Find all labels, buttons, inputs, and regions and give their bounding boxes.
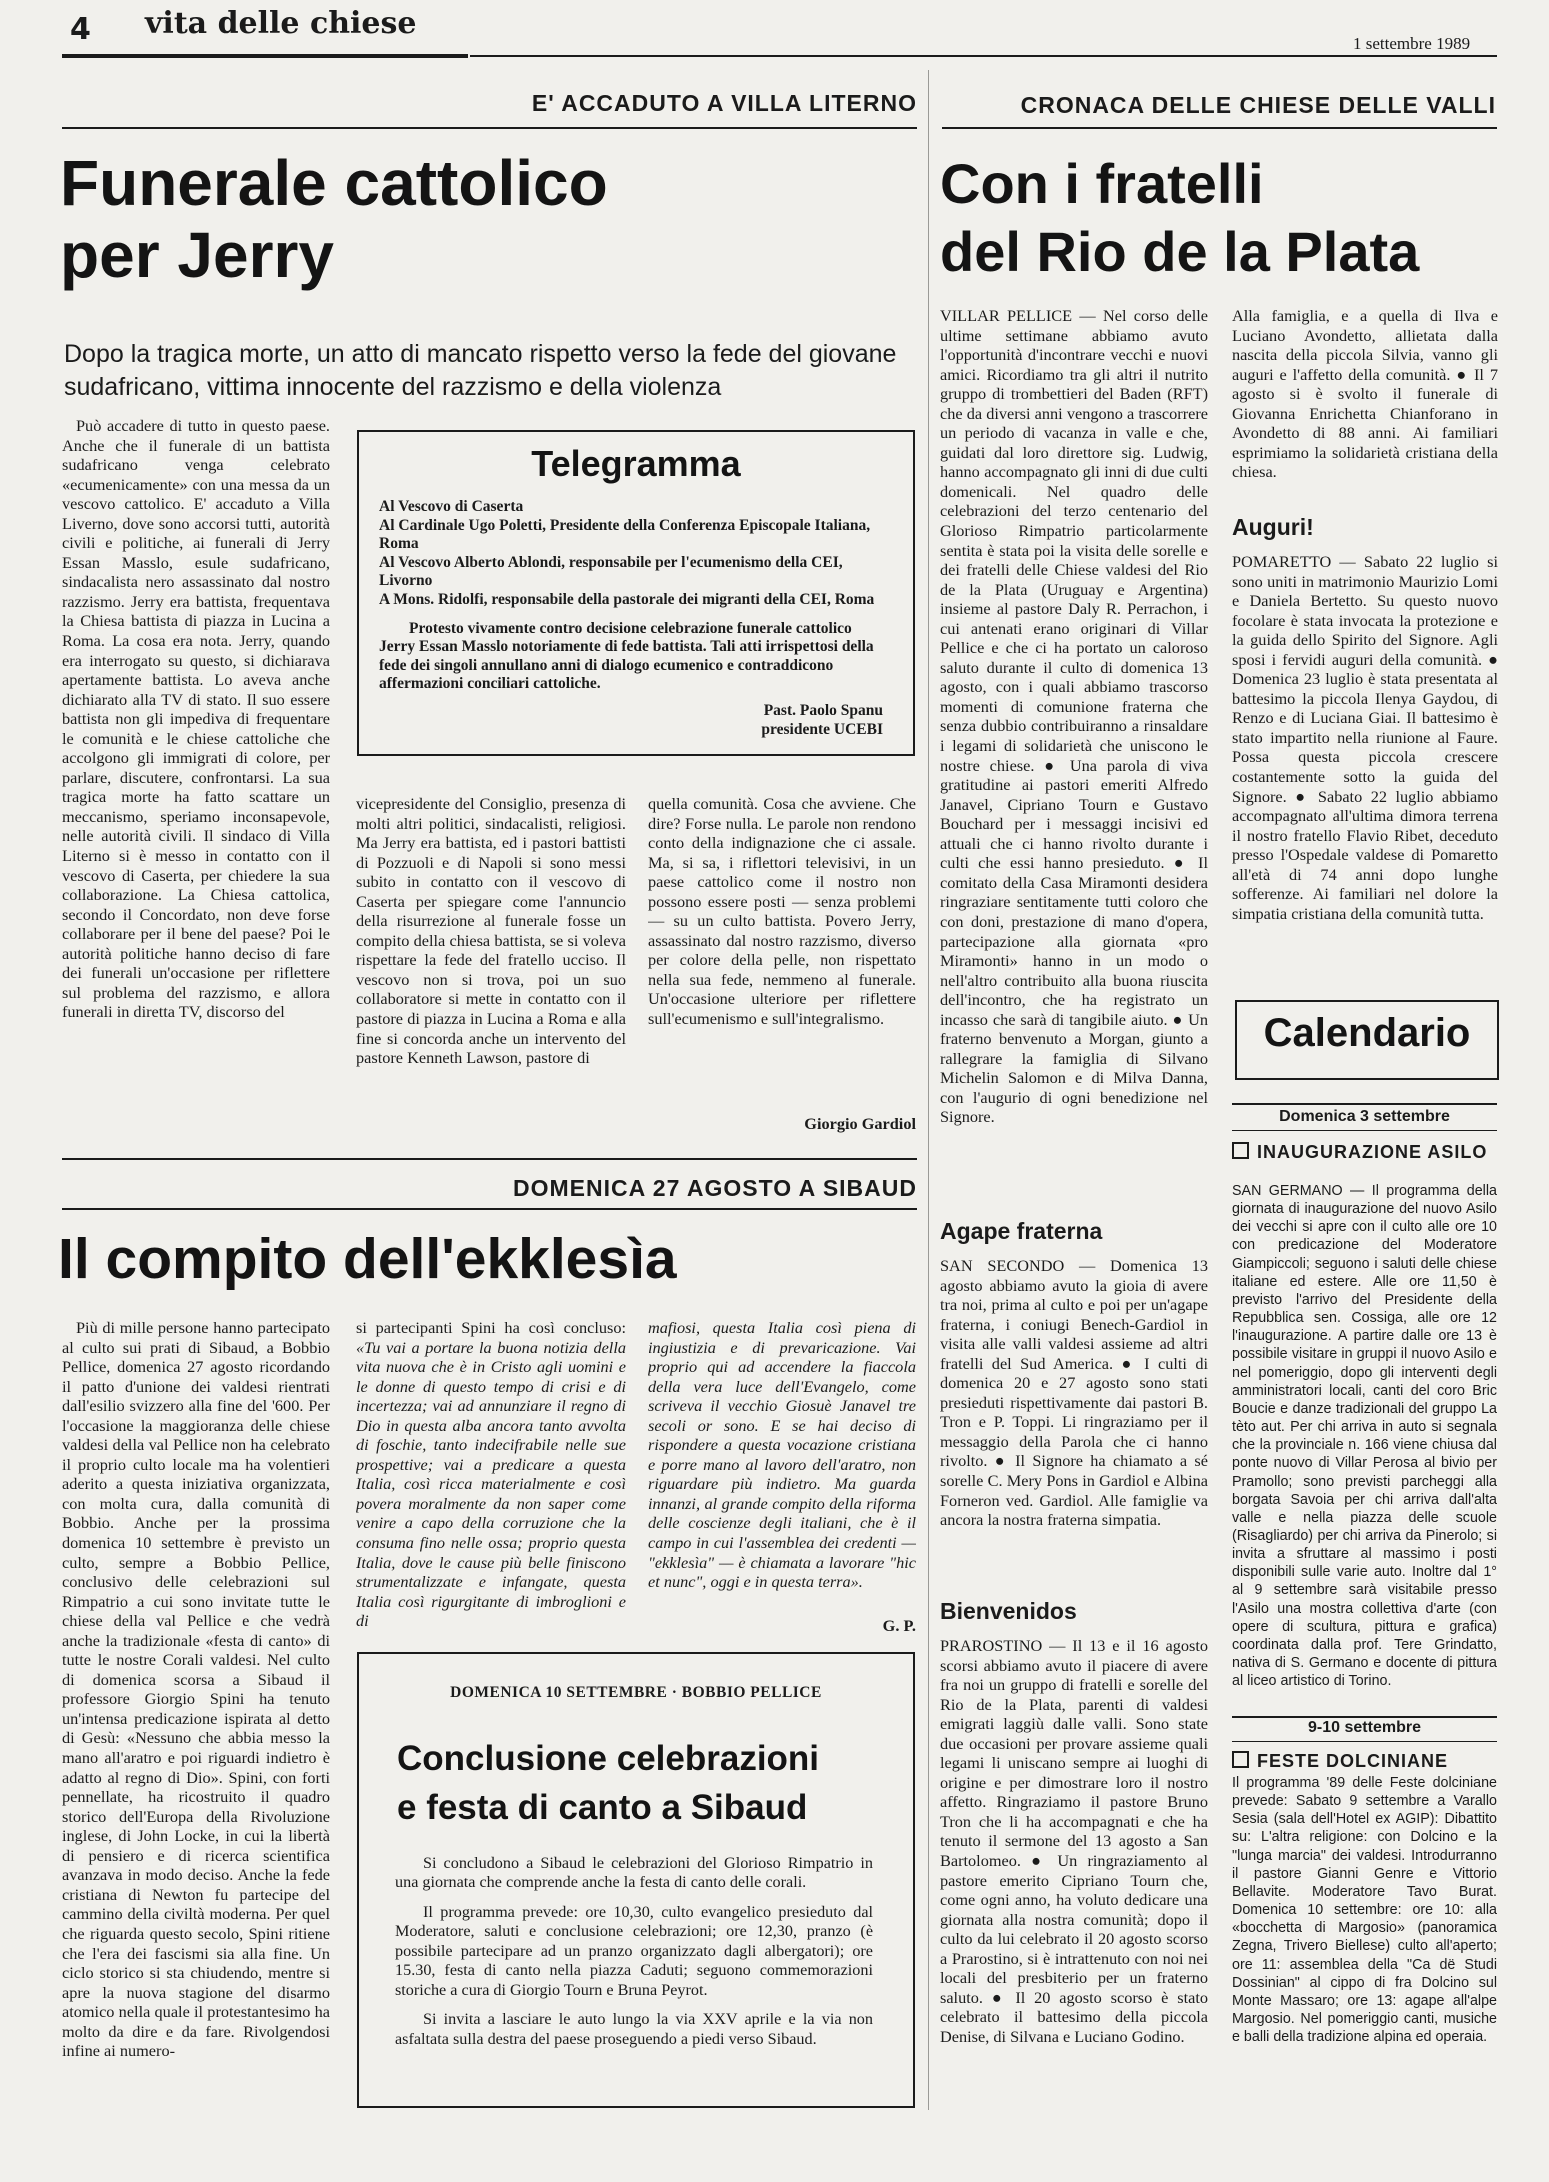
ekklesia-quote-cont: mafiosi, questa Italia così piena di ingiustizia e di prevaricazione. Vai proprio qui ad accendere la fiaccola della vera luce dell'Evangelo, come scriveva il vecchio Giosuè Janavel tre secoli or sono. E se hai deciso di rispondere a questa vocazione cristiana e porre mano al lavoro dell'aratro, non riguardare più indietro. Ma guarda innanzi, al grande compito della riforma delle coscienze degli italiani, che è il campo in cui l'assemblea dei credenti — "ekklesìa" — è chiamata a lavorare "hic et nunc", oggi e in questa terra».: [648, 1318, 916, 1592]
ekklesia-kicker: DOMENICA 27 AGOSTO A SIBAUD: [513, 1175, 917, 1201]
header-rule-right: [470, 55, 1497, 57]
telegramma-recipient: Al Cardinale Ugo Poletti, Presidente della Conferenza Episcopale Italiana, Roma: [379, 516, 871, 553]
cronaca-col2: [1232, 306, 1498, 492]
header-rule-left: [62, 54, 468, 58]
conclusione-headline-line2: e festa di canto a Sibaud: [397, 1788, 808, 1827]
ekklesia-col2: [356, 1318, 626, 1636]
telegramma-recipient: Al Vescovo di Caserta: [379, 498, 524, 515]
auguri-heading: Auguri!: [1232, 514, 1314, 540]
event2-title: [1232, 1751, 1497, 1772]
funerale-author: Giorgio Gardiol: [804, 1114, 916, 1133]
funerale-headline: [60, 148, 608, 291]
conclusione-box: [357, 1652, 915, 2108]
event2-paragraph: Il programma '89 delle Feste dolciniane prevede: Sabato 9 settembre a Varallo Sesia (sala dell'Hotel ex AGIP): Dibattito su: L'altra religione: con Dolcino e la "lunga marcia" dei valdesi. Introdurranno il pastore Gianni Genre e Vittorio Bellavite. Moderatore Tavo Burat. Domenica 10 settembre: ore 10: alla «bocchetta di Margosio» (panoramica Zegna, Trivero Biellese) culto all'aperto; ore 11: assemblea della "Ca dë Studi Dossinian" al cippo di fra Dolcino sul Monte Massaro; ore 13: agape all'alpe Margosio. Nel pomeriggio canti, musiche e balli della tradizione alpina ed operaia.: [1232, 1775, 1497, 2046]
auguri-text: [1232, 552, 1498, 982]
masthead: vita delle chiese: [145, 6, 417, 41]
column-separator: [928, 70, 929, 2110]
funerale-headline-line1: Funerale cattolico: [60, 147, 608, 219]
ekklesia-headline: Il compito dell'ekklesìa: [58, 1227, 677, 1291]
ekklesia-col2-intro: si partecipanti Spini ha così concluso:: [356, 1318, 626, 1337]
checkbox-icon: [1232, 1751, 1249, 1768]
event1-title: [1232, 1142, 1497, 1164]
checkbox-icon: [1232, 1142, 1249, 1159]
event2-text: [1232, 1774, 1497, 2112]
ekklesia-col1: [62, 1318, 330, 2112]
calendario-title: Calendario: [1263, 1011, 1471, 1055]
conclusione-paragraph: Si invita a lasciare le auto lungo la via XXV aprile e la via non asfaltata sulla destra del paese proseguendo a piedi verso Sibaud.: [395, 2010, 873, 2048]
cronaca-col2-text: Alla famiglia, e a quella di Ilva e Luciano Avondetto, allietata dalla nascita della piccola Silvia, vanno gli auguri e l'affetto della comunità. ● Il 7 agosto si è svolto il funerale di Giovanna Enrichetta Chianforano in Avondetto di 88 anni. Ai familiari esprimiamo la solidarietà cristiana della chiesa.: [1232, 306, 1498, 482]
funerale-col1-text: Può accadere di tutto in questo paese. Anche che il funerale di un battista sudafricano venga celebrato «ecumenicamente» con una messa da un vescovo cattolico. E' accaduto a Villa Liverno, dove sono accorsi tutti, autorità civili e politiche, ai funerali di Jerry Essan Masslo, esule sudafricano, sindacalista nero assassinato dal nostro razzismo. Jerry era battista, frequentava la Chiesa battista di piazza in Lucina a Roma. La cosa era nota. Jerry, quando era interrogato su questo, si dichiarava apertamente battista. Lo aveva anche dichiarato alla TV di stato. Il suo essere battista non gli impediva di frequentare le comunità e le chiese cattoliche che accolgono gli immigrati di colore, per parlare, discutere, confrontarsi. La sua tragica morte ha fatto scattare un meccanismo, speriamo inconsapevole, nelle autorità civili. Il sindaco di Villa Literno si è messo in contatto con il vescovo di Caserta, per chiedere la sua collaborazione. La Chiesa cattolica, secondo il Concordato, non deve forse collaborare per il bene del paese? Poi le autorità politiche hanno deciso di fare dei funerali un'occasione per riflettere sul problema del razzismo, e allora funerali in diretta TV, discorso del: [62, 416, 330, 1022]
funerale-col2-text: vicepresidente del Consiglio, presenza di molti altri politici, sindacalisti, religiosi. Ma Jerry era battista, ed i pastori battisti di Pozzuoli e di Napoli si sono messi subito in contatto con il vescovo di Caserta per spiegare come l'annuncio della risurrezione al funerale fosse un compito della chiesa battista, se si voleva rispettare la fede del fratello ucciso. Il vescovo non si trova, poi un suo collaboratore si mette in contatto con il pastore di piazza in Lucina a Roma e alla fine si concorda anche un intervento del pastore Kenneth Lawson, pastore di: [356, 794, 626, 1068]
ekklesia-col3: [648, 1318, 916, 1604]
funerale-col1: [62, 416, 330, 1130]
telegramma-signature-role: presidente UCEBI: [761, 720, 883, 738]
funerale-kicker-rule: [62, 127, 917, 129]
funerale-end-rule: [62, 1158, 917, 1160]
ekklesia-quote: «Tu vai a portare la buona notizia della vita nuova che è in Cristo agli uomini e le donne di questo tempo di crisi e di incertezza; vai ad annunziare il regno di Dio in questa alba ancora tanto avvolta di foschie, tanto indecifrabile nelle sue prospettive; vai a predicare a questa Italia, così ricca materialmente e così povera moralmente da non saper come venire a capo della corruzione che la consuma fino nelle ossa; proprio questa Italia, dove le cause più belle finiscono strumentalizzate e infangate, questa Italia così rigurgitante di imbroglioni e di: [356, 1337, 626, 1631]
conclusione-headline-line1: Conclusione celebrazioni: [397, 1739, 820, 1778]
page-number: 4: [70, 12, 91, 47]
bienvenidos-text: [940, 1636, 1208, 2114]
telegramma-title: Telegramma: [531, 443, 741, 484]
agape-text: [940, 1256, 1208, 1574]
event2-title-text: FESTE DOLCINIANE: [1257, 1751, 1449, 1771]
funerale-col3: [648, 794, 916, 1104]
cronaca-kicker: CRONACA DELLE CHIESE DELLE VALLI: [1020, 92, 1496, 118]
calendario-day2: 9-10 settembre: [1308, 1719, 1421, 1736]
cronaca-headline: [940, 150, 1419, 287]
event1-text: [1232, 1182, 1497, 1712]
telegramma-text: [379, 498, 889, 739]
event1-title-text: INAUGURAZIONE ASILO: [1257, 1142, 1488, 1162]
conclusione-headline: [397, 1734, 819, 1832]
conclusione-paragraph: Il programma prevede: ore 10,30, culto evangelico presieduto dal Moderatore, saluti e conclusione celebrazioni; ore 12,30, pranzo (è possibile partecipare ad un pranzo organizzato dagli albergatori); ore 15.30, festa di canto nella piazza Caduti; seguono commemorazioni storiche a cura di Giorgio Tourn e Bruna Peyrot.: [395, 1902, 873, 1999]
cronaca-headline-line1: Con i fratelli: [940, 152, 1264, 215]
agape-heading: Agape fraterna: [940, 1218, 1103, 1244]
cronaca-col1: [940, 306, 1208, 1198]
auguri-paragraph: POMARETTO — Sabato 22 luglio si sono uniti in matrimonio Maurizio Lomi e Daniela Bertetto. Su questo nuovo focolare è stata invocata la protezione e la guida dello Spirito del Signore. Agli sposi i fervidi auguri della comunità. ● Domenica 23 luglio è stata presentata al battesimo la piccola Ilenya Gaydou, di Renzo e di Luciana Giai. Il battesimo è stato impartito nella riunione al Faure. Possa questa piccola crescere costantemente sotto la guida del Signore. ● Sabato 22 luglio abbiamo accompagnato all'ultima dimora terrena il nostro fratello Flavio Ribet, deceduto presso l'Ospedale valdese di Pomaretto all'età di 74 anni dopo lunghe sofferenze. Ai familiari nel dolore la simpatia cristiana della comunità tutta.: [1232, 552, 1498, 923]
agape-paragraph: SAN SECONDO — Domenica 13 agosto abbiamo avuto la gioia di avere tra noi, prima al culto e poi per un'agape fraterna, i coniugi Benech-Gardiol in visita alle valli valdesi assieme ad altri fratelli del Sud America. ● I culti di domenica 20 e 27 agosto sono stati presieduti rispettivamente dai pastori B. Tron e P. Toppi. Li ringraziamo per il messaggio della Parola che ci hanno rivolto. ● Il Signore ha chiamato a sé sorelle C. Mery Pons in Gardiol e Albina Forneron ved. Gardiol. Alle famiglie va ancora la nostra fraterna simpatia.: [940, 1256, 1208, 1530]
funerale-headline-line2: per Jerry: [60, 218, 334, 291]
calendario-day1: Domenica 3 settembre: [1279, 1108, 1450, 1125]
ekklesia-kicker-rule: [62, 1208, 917, 1210]
telegramma-recipient: Al Vescovo Alberto Ablondi, responsabile per l'ecumenismo della CEI, Livorno: [379, 553, 843, 590]
calendario-day1-rule-bottom: [1232, 1130, 1497, 1131]
calendario-box: [1235, 1000, 1499, 1080]
bienvenidos-heading: Bienvenidos: [940, 1598, 1077, 1624]
conclusione-kicker: DOMENICA 10 SETTEMBRE · BOBBIO PELLICE: [450, 1684, 822, 1701]
funerale-kicker: E' ACCADUTO A VILLA LITERNO: [531, 90, 917, 116]
telegramma-signature: Past. Paolo Spanu: [763, 701, 883, 719]
funerale-deck: Dopo la tragica morte, un atto di mancato rispetto verso la fede del giovane sudafricano, vittima innocente del razzismo e della violenza: [64, 340, 897, 401]
conclusione-body: [395, 1854, 873, 2049]
calendario-day1-rule-top: [1232, 1103, 1497, 1105]
bienvenidos-paragraph: PRAROSTINO — Il 13 e il 16 agosto scorsi abbiamo avuto il piacere di avere fra noi un gruppo di fratelli e sorelle del Rio de la Plata, parenti di valdesi emigrati laggiù dalle valli. Sono state due occasioni per provare assieme quali legami li uniscano sempre ai luoghi di origine e per dimostrare loro il nostro affetto. Ringraziamo il pastore Bruno Tron che li ha accompagnati e che ha tenuto il sermone del 13 agosto a San Bartolomeo. ● Un ringraziamento al pastore emerito Cipriano Tourn che, come ogni anno, ha voluto dedicare una giornata alla nostra comunità; dopo il culto da lui celebrato il 20 agosto scorso a Prarostino, si è intrattenuto con noi nei locali del presbiterio per un fraterno saluto. ● Il 20 agosto scorso è stato celebrato il battesimo della piccola Denise, di Silvana e Luciano Godino.: [940, 1636, 1208, 2046]
telegramma-recipient: A Mons. Ridolfi, responsabile della pastorale dei migranti della CEI, Roma: [379, 590, 875, 608]
ekklesia-col1-text: Più di mille persone hanno partecipato al culto sui prati di Sibaud, a Bobbio Pellice, domenica 27 agosto ricordando il patto d'unione dei valdesi rientrati dall'esilio svizzero alla fine del '600. Per l'occasione la maggioranza delle chiese valdesi della val Pellice non ha celebrato il proprio culto locale ma ha volentieri aderito a questa iniziativa organizzata, con molta cura, dalla comunità di Bobbio. Anche per la prossima domenica 10 settembre è previsto un culto, sempre a Bobbio Pellice, conclusivo delle celebrazioni sul Rimpatrio a cui sono invitate tutte le chiese della val Pellice e che vedrà anche la tradizionale «festa di canto» di tutte le nostre Corali valdesi. Nel culto di domenica scorsa a Sibaud il professore Giorgio Spini ha tenuto un'intensa predicazione ispirata al detto di Gesù: «Nessuno che abbia messo la mano all'aratro e poi riguardi indietro è adatto al regno di Dio». Spini, con forti pennellate, ha ricostruito il quadro storico dell'Europa della Rivoluzione inglese, di John Locke, in cui la libertà di pensiero e di ricerca scientifica avanzava in modo deciso. Anche la fede cristiana di Newton fu partecipe del cammino della civiltà moderna. Per quel che riguarda questo secolo, Spini ritiene che l'era dei fascismi sia alla fine. Un ciclo storico si sta chiudendo, mentre si apre la nuova stagione del disarmo atomico nella quale il protestantesimo ha molto da dire e da fare. Rivolgendosi infine ai numero-: [62, 1318, 330, 2061]
funerale-col2: [356, 794, 626, 1130]
ekklesia-author: G. P.: [882, 1616, 916, 1635]
funerale-col3-text: quella comunità. Cosa che avviene. Che dire? Forse nulla. Le parole non rendono conto della indignazione che ci assale. Ma, si sa, i riflettori televisivi, in un paese cattolico come il nostro non possono essere posti — senza problemi — su un culto battista. Povero Jerry, assassinato dal nostro razzismo, diverso per colore della pelle, non rispettato nella sua fede, nemmeno al funerale. Un'occasione ulteriore per riflettere sull'ecumenismo e sull'integralismo.: [648, 794, 916, 1029]
cronaca-headline-line2: del Rio de la Plata: [940, 220, 1420, 284]
cronaca-col1-text: VILLAR PELLICE — Nel corso delle ultime settimane abbiamo avuto l'opportunità d'incontrare vecchi e nuovi amici. Ricordiamo tra gli altri il nutrito gruppo di trombettieri del Baden (RFT) che da diversi anni vengono a trascorrere un periodo di vacanza in valle e che, guidati dal loro direttore sig. Ludwig, hanno accompagnato gli inni di due culti domenicali. Nel quadro delle celebrazioni del terzo centenario del Glorioso Rimpatrio particolarmente sentita è stata poi la visita delle sorelle e dei fratelli delle Chiese valdesi del Rio de la Plata (Uruguay e Argentina) insieme al pastore Daly R. Perrachon, i cui antenati erano originari di Villar Pellice e che ci ha portato un caloroso saluto durante il culto di domenica 13 agosto, con i quali abbiamo trascorso momenti di comunione fraterna che senza dubbio contribuiranno a rinsaldare i legami di solidarietà che uniscono le nostre chiese. ● Una parola di viva gratitudine ai pastori emeriti Alfredo Janavel, Cipriano Tourn e Gustavo Bouchard per i messaggi incisivi ed attuali che ci hanno rivolto durante i culti che essi hanno presieduto. ● Il comitato della Casa Miramonti desidera ringraziare sentitamente tutti coloro che con doni, prestazione di mano d'opera, partecipazione alla giornata «pro Miramonti» hanno in un modo o nell'altro contribuito alla buona riuscita dell'incontro, che ha registrato un incasso che sarà di tangibile aiuto. ● Un fraterno benvenuto a Morgan, giunto a rallegrare la famiglia di Silvano Michelin Salomon e di Milva Danna, con l'augurio di ogni benedizione nel Signore.: [940, 306, 1208, 1127]
cronaca-kicker-rule: [942, 127, 1497, 129]
event1-paragraph: SAN GERMANO — Il programma della giornata di inaugurazione del nuovo Asilo dei vecchi si apre con il culto alle ore 10 con predicazione del Moderatore Giampiccoli; seguono i saluti delle chiese italiane ed estere. Alle ore 11,50 è previsto l'arrivo del Presidente della Repubblica sen. Cossiga, alle ore 12 l'inaugurazione. A partire dalle ore 13 è possibile visitare in gruppi il nuovo Asilo e nel pomeriggio, dopo gli interventi degli amministratori locali, canti del coro Bric Boucie e danze tradizionali del gruppo La tèto aut. Per chi arriva in auto si segnala che la provinciale n. 166 viene chiusa dal ponte nuovo di Villar Perosa al bivio per Pramollo; sono previsti parcheggi alla borgata Savoia per chi arriva dall'alta valle e nella piazza delle scuole (Risagliardo) per chi arriva da Pinerolo; si invita a sfruttare al massimo i posti disponibili sulle varie auto. Inoltre dal 1° al 9 settembre sarà visitabile presso l'Asilo una mostra collettiva d'arte (con opere di scultura, pittura e grafica) coordinata dalla prof. Tere Grindatto, nativa di S. Germano e docente di pittura al liceo artistico di Torino.: [1232, 1183, 1497, 1690]
issue-date: 1 settembre 1989: [1353, 34, 1471, 53]
telegramma-box: [357, 430, 915, 756]
calendario-day2-rule-bottom: [1232, 1741, 1497, 1742]
telegramma-body: Protesto vivamente contro decisione celebrazione funerale cattolico Jerry Essan Masslo notoriamente di fede battista. Tali atti irrispettosi della fede dei singoli annullano anni di dialogo ecumenico e contraddicono affermazioni conciliari cattoliche.: [379, 619, 874, 693]
conclusione-paragraph: Si concludono a Sibaud le celebrazioni del Glorioso Rimpatrio in una giornata che comprende anche la festa di canto delle corali.: [395, 1854, 873, 1892]
